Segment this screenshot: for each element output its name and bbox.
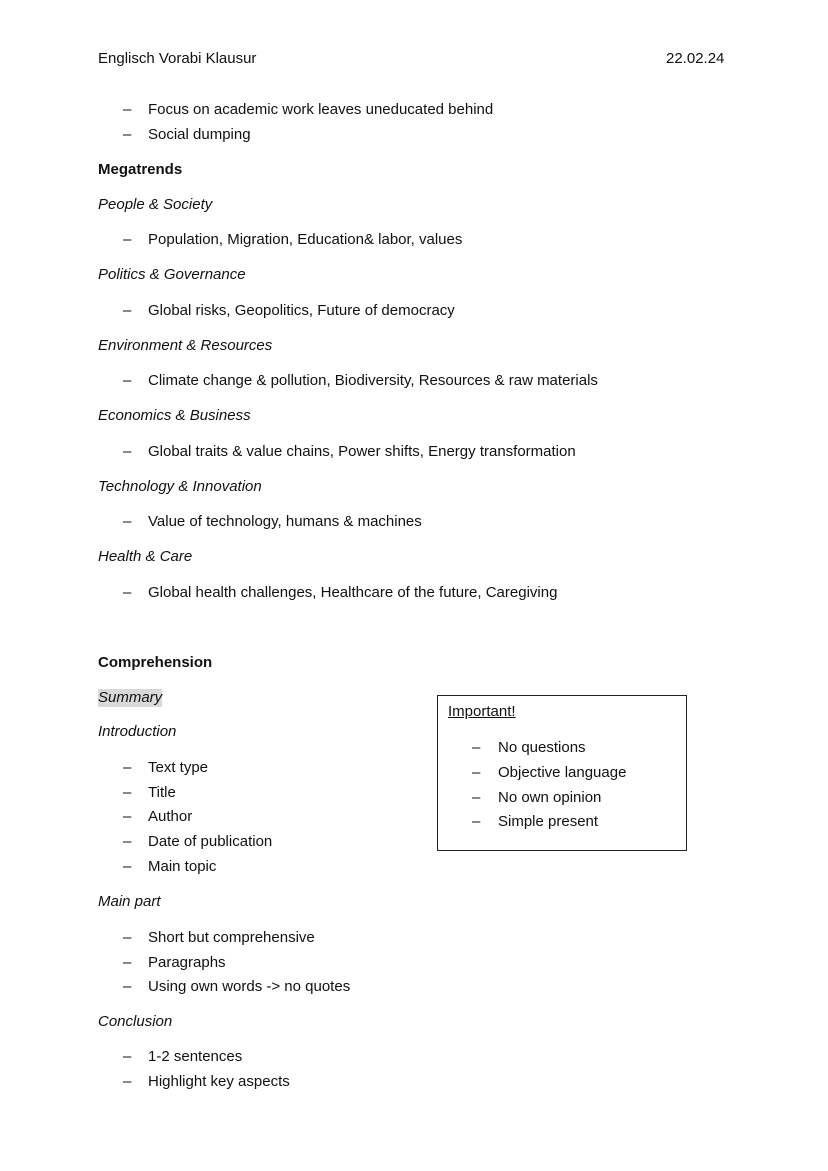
list-item: Focus on academic work leaves uneducated behind — [148, 101, 494, 118]
category-label: Health & Care — [98, 548, 193, 565]
dash-icon: – — [472, 813, 481, 830]
list-item: Population, Migration, Education& labor, values — [148, 231, 463, 248]
conclusion-label: Conclusion — [98, 1013, 173, 1030]
list-item: Value of technology, humans & machines — [148, 513, 422, 530]
list-item: Title — [148, 784, 176, 801]
list-item: Short but comprehensive — [148, 929, 315, 946]
dash-icon: – — [123, 372, 132, 389]
dash-icon: – — [123, 954, 132, 971]
dash-icon: – — [472, 764, 481, 781]
megatrends-heading: Megatrends — [98, 161, 183, 178]
list-item: Objective language — [498, 764, 627, 781]
list-item: Date of publication — [148, 833, 273, 850]
dash-icon: – — [472, 739, 481, 756]
dash-icon: – — [123, 929, 132, 946]
dash-icon: – — [123, 808, 132, 825]
dash-icon: – — [123, 833, 132, 850]
list-item: No own opinion — [498, 789, 602, 806]
list-item: Paragraphs — [148, 954, 226, 971]
introduction-label: Introduction — [98, 723, 177, 740]
dash-icon: – — [123, 126, 132, 143]
list-item: Global traits & value chains, Power shifts, Energy transformation — [148, 443, 576, 460]
list-item: Climate change & pollution, Biodiversity, Resources & raw materials — [148, 372, 598, 389]
dash-icon: – — [123, 443, 132, 460]
dash-icon: – — [123, 101, 132, 118]
list-item: Main topic — [148, 858, 217, 875]
list-item: Author — [148, 808, 193, 825]
list-item: Global risks, Geopolitics, Future of democracy — [148, 302, 455, 319]
list-item: No questions — [498, 739, 586, 756]
document-date: 22.02.24 — [666, 50, 725, 67]
dash-icon: – — [123, 1073, 132, 1090]
list-item: Using own words -> no quotes — [148, 978, 351, 995]
category-label: Politics & Governance — [98, 266, 246, 283]
dash-icon: – — [123, 231, 132, 248]
category-label: Economics & Business — [98, 407, 251, 424]
list-item: Highlight key aspects — [148, 1073, 290, 1090]
dash-icon: – — [123, 858, 132, 875]
important-box-title: Important! — [448, 703, 516, 720]
dash-icon: – — [123, 584, 132, 601]
comprehension-heading: Comprehension — [98, 654, 213, 671]
summary-label: Summary — [98, 689, 163, 706]
list-item: 1-2 sentences — [148, 1048, 243, 1065]
dash-icon: – — [123, 1048, 132, 1065]
category-label: People & Society — [98, 196, 213, 213]
dash-icon: – — [123, 513, 132, 530]
category-label: Technology & Innovation — [98, 478, 262, 495]
list-item: Social dumping — [148, 126, 251, 143]
dash-icon: – — [123, 978, 132, 995]
dash-icon: – — [123, 784, 132, 801]
dash-icon: – — [123, 759, 132, 776]
category-label: Environment & Resources — [98, 337, 273, 354]
list-item: Global health challenges, Healthcare of the future, Caregiving — [148, 584, 558, 601]
list-item: Simple present — [498, 813, 599, 830]
document-title: Englisch Vorabi Klausur — [98, 50, 257, 67]
main-part-label: Main part — [98, 893, 161, 910]
list-item: Text type — [148, 759, 209, 776]
dash-icon: – — [472, 789, 481, 806]
dash-icon: – — [123, 302, 132, 319]
